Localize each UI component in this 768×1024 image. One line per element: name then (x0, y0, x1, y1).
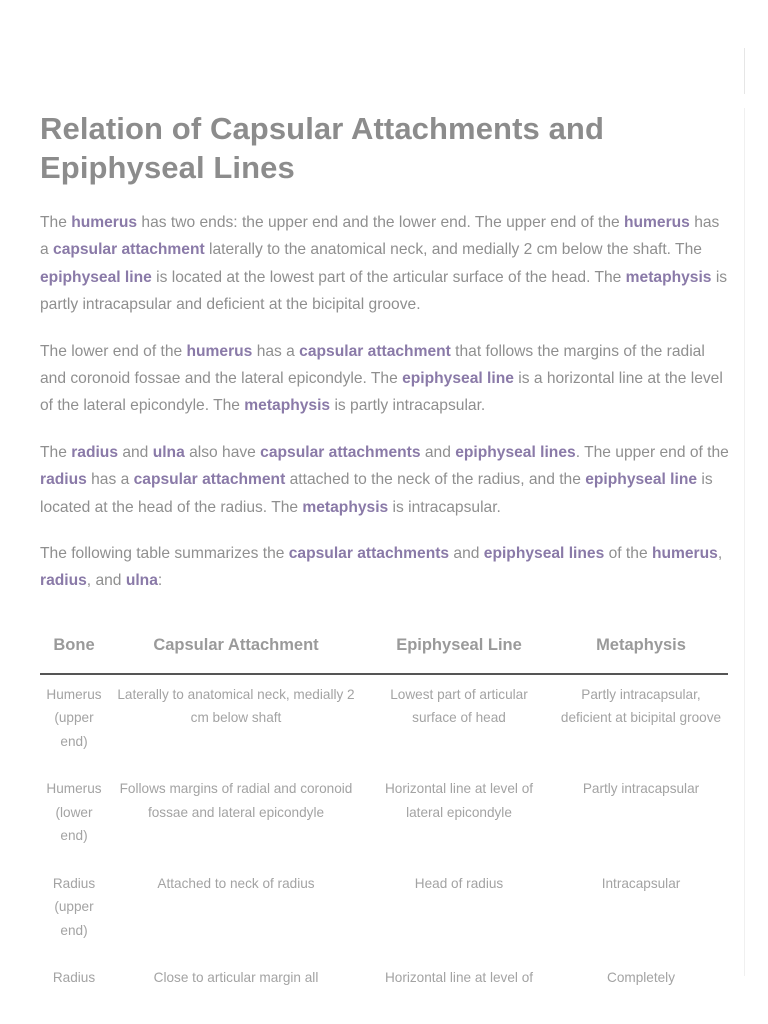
paragraph-humerus-lower (40, 338, 730, 420)
table-row (40, 864, 728, 959)
paragraph-text: is a horizontal line at the level of the lateral epicondyle. The (40, 370, 723, 415)
table-row (40, 958, 728, 1006)
paragraph-text: , and (86, 572, 126, 590)
column-header-bone: Bone (40, 619, 108, 674)
paragraph-humerus-upper (40, 209, 730, 319)
table-cell: Follows margins of radial and coronoid fossae and lateral epicondyle (119, 781, 353, 820)
paragraph-text: , (717, 545, 723, 563)
keyword-highlight: radius (40, 572, 87, 590)
paragraph-text: is located at the lowest part of the articular surface of the head. The (151, 268, 626, 286)
table-cell: Laterally to anatomical neck, medially 2 cm below shaft (117, 686, 355, 726)
keyword-highlight: ulna (152, 443, 185, 461)
column-header-capsular-attachment: Capsular Attachment (108, 619, 364, 674)
keyword-highlight: radius (71, 443, 118, 461)
keyword-highlight: metaphysis (625, 268, 712, 286)
paragraph-radius-ulna (40, 439, 730, 521)
table-cell: Partly intracapsular, deficient at bicipital groove (560, 686, 722, 726)
paragraph-text: and (420, 443, 456, 461)
table-cell: Humerus (upper end) (46, 686, 102, 749)
table-cell: Radius (52, 970, 96, 986)
paragraph-text: is located at the head of the radius. The (40, 471, 713, 516)
paragraph-text: attached to the neck of the radius, and the (285, 471, 586, 489)
table-row (40, 674, 728, 770)
paragraph-text: The (40, 214, 72, 231)
table-cell: Partly intracapsular (582, 781, 700, 797)
article-content (40, 109, 730, 1006)
keyword-highlight: epiphyseal line (40, 268, 152, 286)
table-cell: Head of radius (414, 875, 504, 891)
column-header-epiphyseal-line: Epiphyseal Line (364, 619, 554, 674)
table-cell: Lowest part of articular surface of head (390, 686, 528, 726)
paragraph-text: that follows the margins of the radial and coronoid fossae and the lateral epicondyle. The (40, 342, 705, 388)
keyword-highlight: ulna (125, 572, 158, 590)
table-cell: Radius (upper end) (52, 875, 96, 938)
keyword-highlight: humerus (71, 214, 138, 231)
paragraph-text: laterally to the anatomical neck, and medially 2 cm below the shaft. The (204, 241, 702, 259)
paragraph-text: The following table summarizes the (40, 545, 289, 563)
table-header-row (40, 619, 728, 674)
paragraph-text: The (40, 443, 72, 461)
keyword-highlight: humerus (186, 342, 253, 360)
paragraph-text: has a (86, 471, 134, 489)
paragraph-text: is partly intracapsular and deficient at the bicipital groove. (40, 268, 728, 314)
keyword-highlight: humerus (651, 545, 718, 563)
paragraph-text: of the (604, 545, 652, 563)
keyword-highlight: capsular attachment (133, 471, 286, 489)
summary-table (40, 619, 728, 1006)
paragraph-text: has a (252, 342, 300, 360)
paragraph-text: The lower end of the (40, 342, 187, 360)
paragraph-text: . The upper end of the (575, 443, 729, 461)
table-cell: Horizontal line at level of (384, 970, 534, 986)
column-header-metaphysis: Metaphysis (554, 619, 728, 674)
paragraph-text: and (118, 443, 153, 461)
table-row (40, 769, 728, 864)
table-cell: Intracapsular (601, 875, 681, 891)
table-cell: Horizontal line at level of lateral epicondyle (384, 781, 534, 820)
keyword-highlight: capsular attachment (53, 241, 205, 259)
keyword-highlight: capsular attachment (299, 342, 451, 360)
scrollbar-divider (744, 48, 745, 94)
paragraph-text: and (449, 545, 484, 563)
keyword-highlight: capsular attachments (288, 545, 450, 563)
keyword-highlight: epiphyseal lines (483, 545, 605, 563)
paragraph-text: has a (40, 214, 720, 259)
keyword-highlight: radius (40, 471, 87, 489)
keyword-highlight: epiphyseal lines (455, 443, 576, 461)
paragraph-text: : (157, 572, 163, 590)
paragraph-text: has two ends: the upper end and the lower end. The upper end of the (137, 214, 624, 231)
table-cell: Humerus (lower end) (46, 781, 102, 844)
keyword-highlight: capsular attachments (260, 443, 421, 461)
keyword-highlight: humerus (624, 214, 690, 231)
paragraph-table-intro (40, 540, 730, 595)
table-cell: Completely (607, 970, 675, 986)
keyword-highlight: metaphysis (244, 397, 331, 415)
table-cell: Attached to neck of radius (157, 875, 315, 891)
keyword-highlight: epiphyseal line (402, 370, 514, 388)
keyword-highlight: metaphysis (302, 498, 389, 516)
paragraph-text: is partly intracapsular. (330, 397, 486, 415)
page-title: Relation of Capsular Attachments and Epiphyseal Lines (40, 111, 604, 185)
table-cell: Close to articular margin all (153, 970, 319, 986)
content-edge-divider (744, 108, 745, 976)
paragraph-text: is intracapsular. (388, 498, 501, 516)
keyword-highlight: epiphyseal line (585, 471, 698, 489)
paragraph-text: also have (184, 443, 261, 461)
